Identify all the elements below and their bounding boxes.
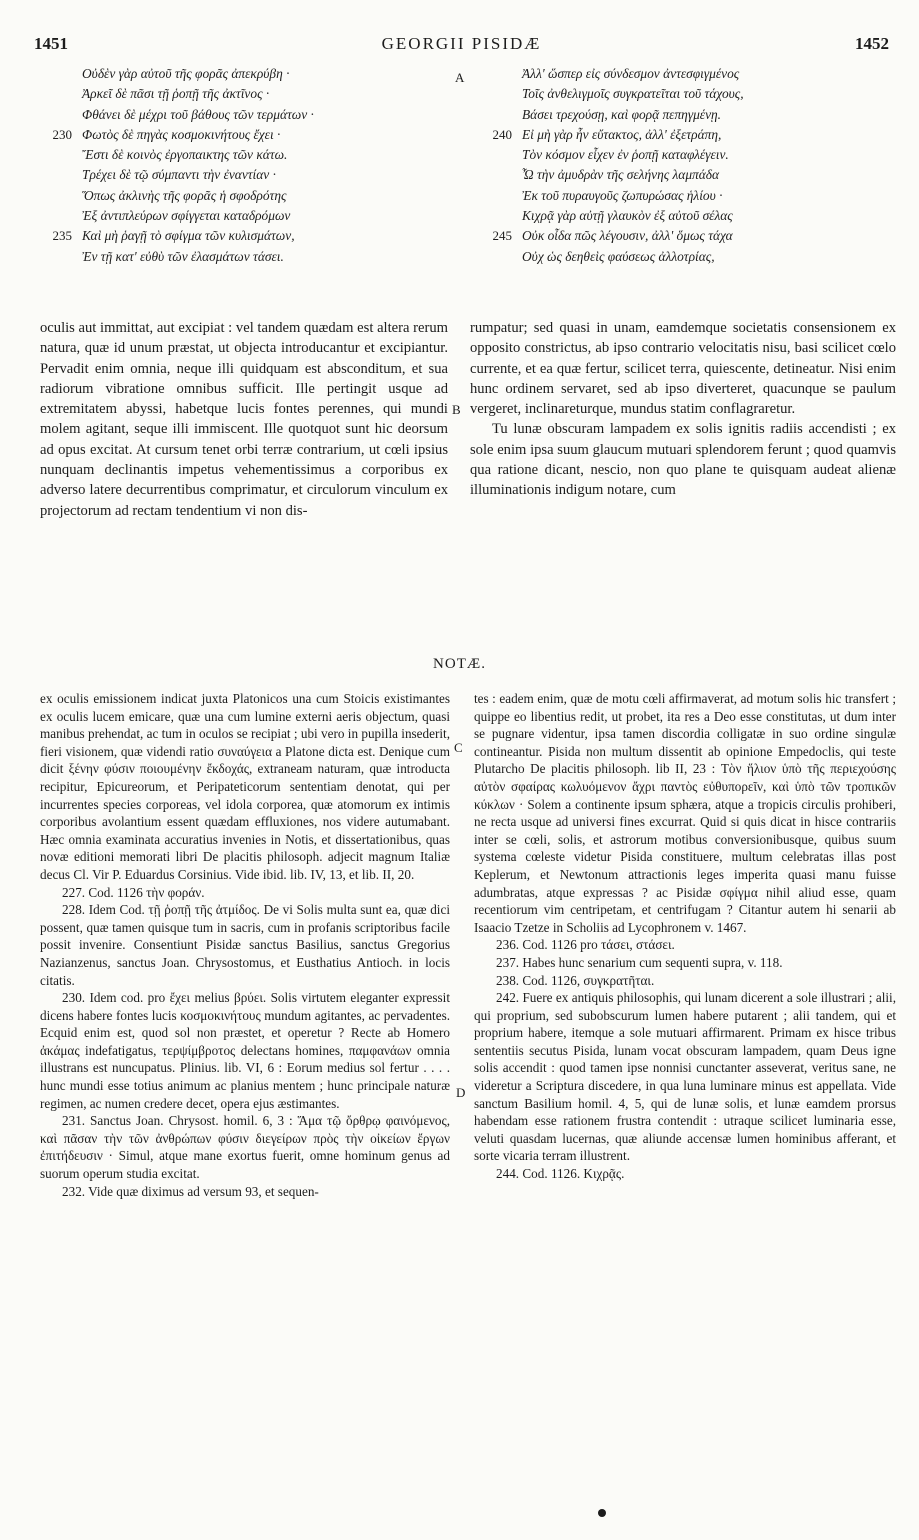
latin-paragraph: oculis aut immittat, aut excipiat : vel tandem quædam est altera rerum natura, quæ id unum præstat, ut objecta introducantur et excipiantur. Pervadit enim omnia, neque illi quidquam est absconditum, et sua radiorum vibratione omnibus sufficit. Ille pertingit usque ad extremitatem abyssi, habetque lucis fontes perennes, qui mundi molem agitant, seque illi immiscent. Ille quotquot sunt hic deorsum ad opus excitat. At cursum tenet orbi terræ contrarium, ut cœli ipsius nunquam declinantis impetus vehementissimus a corporibus ex adverso latere decurrentibus comprimatur, et circulorum vinculum ex projectorum ad rectam tendentium vi non dis- bbox=[40, 320, 448, 519]
notes-column-left bbox=[40, 690, 450, 1200]
latin-translation-right bbox=[470, 318, 896, 501]
notes-column-right bbox=[474, 690, 896, 1183]
page-number-left: 1451 bbox=[34, 34, 68, 53]
verse-text: Ὦ τὴν ἀμυδρὰν τῆς σελήνης λαμπάδα bbox=[522, 167, 720, 183]
verse-line bbox=[480, 247, 900, 267]
latin-paragraph: rumpatur; sed quasi in unam, eamdemque societatis consensionem ex opposito constrictus, ab ipso contrario velocitatis nisu, basi scilicet cœlo currente, et ea quæ fertur, scilicet terra, quiescente, detineatur. Nisi enim hunc ordinem servaret, sed ab ipso diverteret, quacunque se paulum vergeret, inclinareturque, mundus statim conflagraretur. bbox=[470, 320, 896, 418]
printer-dot bbox=[598, 1509, 606, 1517]
note-entry: 231. Sanctus Joan. Chrysost. homil. 6, 3 : Ἅμα τῷ ὄρθρῳ φαινόμενος, καὶ πᾶσαν τὴν τῶν ἀνθρώπων φύσιν διεγείρων πρὸς τὴν οἰκείων ἔργων ἐπιτήδευσιν · Simul, atque mane exortus fuerit, omne hominum genus ad suorum operum studia excitat. bbox=[40, 1113, 450, 1182]
greek-verses-left bbox=[40, 64, 440, 267]
verse-number: 240 bbox=[492, 126, 512, 142]
verse-line bbox=[40, 64, 440, 84]
verse-text: Ἐκ τοῦ πυραυγοῦς ζωπυρώσας ἡλίου · bbox=[522, 187, 723, 203]
verse-line bbox=[480, 64, 900, 84]
page-number-right: 1452 bbox=[855, 34, 889, 53]
verse-text: Ἔστι δὲ κοινὸς ἐργοπαικτης τῶν κάτω. bbox=[82, 147, 288, 163]
verse-text: Οὐχ ὡς δεηθεὶς φαύσεως ἀλλοτρίας, bbox=[522, 248, 715, 264]
verse-text: Τρέχει δὲ τῷ σύμπαντι τὴν ἐναντίαν · bbox=[82, 167, 276, 183]
verse-text: Τὸν κόσμον εἶχεν ἐν ῥοπῇ καταφλέγειν. bbox=[522, 147, 729, 163]
verse-line bbox=[480, 125, 900, 145]
running-header bbox=[34, 34, 889, 60]
note-entry: 232. Vide quæ diximus ad versum 93, et sequen- bbox=[62, 1183, 319, 1199]
margin-marker-d: D bbox=[456, 1085, 466, 1100]
verse-text: Εἰ μὴ γὰρ ἦν εὔτακτος, ἀλλ' ἐξετράπη, bbox=[522, 126, 722, 142]
verse-text: Βάσει τρεχούσῃ, καὶ φορᾷ πεπηγμένῃ. bbox=[522, 106, 722, 122]
latin-paragraph: Tu lunæ obscuram lampadem ex solis ignitis radiis accendisti ; ex sole enim ipsa suum glaucum mutuari splendorem ferunt ; quod quamvis qua ratione dicant, nescio, non quo plane te quisquam audeat alienæ illuminationis indigum notare, cum bbox=[470, 421, 896, 499]
running-title: GEORGII PISIDÆ bbox=[381, 34, 542, 53]
margin-marker-b: B bbox=[452, 402, 461, 417]
verse-text: Φωτὸς δὲ πηγὰς κοσμοκινήτους ἔχει · bbox=[82, 126, 281, 142]
note-entry: 238. Cod. 1126, συγκρατῆται. bbox=[496, 972, 655, 988]
verse-line bbox=[40, 125, 440, 145]
verse-text: Οὐκ οἶδα πῶς λέγουσιν, ἀλλ' ὅμως τάχα bbox=[522, 228, 733, 244]
verse-line bbox=[40, 186, 440, 206]
note-entry: 227. Cod. 1126 τὴν φοράν. bbox=[62, 884, 205, 900]
margin-marker-c: C bbox=[454, 740, 463, 755]
note-entry: 230. Idem cod. pro ἔχει melius βρύει. Solis virtutem eleganter expressit dicens habere fontes lucis κοσμοκινήτους mundum agitantes, ac pervadentes. Ecquid enim est, quod sol non præstet, et operetur ? Recte ab Homero ἀκάμας indefatigatus, τερψίμβροτος delectans homines, παμφανάων omnia illustrans est nuncupatus. Plinius. lib. VI, 6 : Eorum medius sol fertur . . . . hunc mundi esse totius animum ac planius mentem ; hunc principale naturæ regimen, ac numen credere decet, opera ejus æstimantes. bbox=[40, 990, 450, 1111]
verse-number: 230 bbox=[52, 126, 72, 142]
verse-number: 235 bbox=[52, 228, 72, 244]
note-entry: 228. Idem Cod. τῇ ῥοπῇ τῆς ἀτμίδος. De vi Solis multa sunt ea, quæ dici possent, quæ tamen quisque tum in sacris, cum in profanis scriptoribus facile possit invenire. Consentiunt Pisidæ sanctus Basilius, sanctus Gregorius Nazianzenus, sanctus Joan. Chrysostomus, et Eusthatius Antioch. in locis citatis. bbox=[40, 902, 450, 988]
verse-line bbox=[40, 247, 440, 267]
verse-text: Ἀρκεῖ δὲ πᾶσι τῇ ῥοπῇ τῆς ἀκτῖνος · bbox=[82, 86, 270, 102]
latin-translation-left bbox=[40, 318, 448, 521]
verse-line bbox=[480, 145, 900, 165]
notes-heading: NOTÆ. bbox=[433, 656, 486, 672]
verse-line bbox=[40, 105, 440, 125]
note-entry: 242. Fuere ex antiquis philosophis, qui lunam dicerent a sole illustrari ; alii, qui proprium, sed subobscurum lumen habere putarent ; alii tandem, qui et proprium habere, itemque a sole mutuari affirmarent. Primam ex hisce tribus sententiis secutus Pisida, lunam vocat obscuram lampadem, quam Deus igne solis accendit : quod tamen ipse nonnisi cunctanter asseverat, veritus sane, ne videretur a Scriptura discedere, in qua luna luminare minus est appellata. Vide sanctum Basilium homil. 4, 5, qui de lunæ solis, et lunæ eamdem prorsus habendam esse rationem frustra contendit : utraque scilicet luminaria esse, veluti quasdam lucernas, quæ aliunde accensæ lumen hominibus afferant, et sorte vicaria terram illustrent. bbox=[474, 990, 896, 1164]
verse-text: Φθάνει δὲ μέχρι τοῦ βάθους τῶν τερμάτων · bbox=[82, 106, 314, 122]
verse-line bbox=[480, 186, 900, 206]
verse-line bbox=[40, 84, 440, 104]
verse-text: Ἐξ ἀντιπλεύρων σφίγγεται καταδρόμων bbox=[82, 208, 291, 224]
verse-text: Ἐν τῇ κατ' εὐθὺ τῶν ἐλασμάτων τάσει. bbox=[82, 248, 284, 264]
note-entry: 244. Cod. 1126. Κιχρᾷς. bbox=[496, 1166, 625, 1182]
note-entry: 236. Cod. 1126 pro τάσει, στάσει. bbox=[496, 937, 675, 953]
verse-line bbox=[40, 226, 440, 246]
verse-text: Οὐδὲν γὰρ αὐτοῦ τῆς φορᾶς ἀπεκρύβη · bbox=[82, 66, 290, 81]
verse-line bbox=[480, 165, 900, 185]
greek-verses-right bbox=[480, 64, 900, 267]
verse-line bbox=[40, 206, 440, 226]
margin-marker-a: A bbox=[455, 70, 465, 85]
note-entry: tes : eadem enim, quæ de motu cœli affirmaverat, ad motum solis hic transfert ; quippe eo libentius redit, ut probet, ita res a Deo esse constitutas, ut dum inter se pugnare videntur, ipsa tamen discordia colligatæ in suo ordine singulæ contineantur. Pisida non multum dissentit ab opinione Empedoclis, qui teste Plutarcho De placitis philosoph. lib II, 23 : Τὸν ἥλιον ὑπὸ τῆς περιεχούσης αὐτὸν σφαίρας κωλυόμενον ἄχρι παντὸς εὐθυπορεῖν, καὶ ὑπὸ τῶν τροπικῶν κύκλων · Solem a continente ipsum sphæra, atque a tropicis circulis prohiberi, ne recta usque ad universi fines excurrat. Quid si quis dicat in hisce contrariis inter se cœli, solis, et astrorum motibus conversionibusque, quibus suum systema cœleste videtur Pisida constituere, multum celebratas illas post Keplerum, et Newtonum attractionis leges imperita quasi manu fuisse adumbratas, atque expressas ? ac Pisidæ σφίγμα nihil aliud esse, quam recentiorum vim centripetam, et centrifugam ? Citantur autem hi senarii ab Isaacio Tzetze in Scholiis ad Lycophronem v. 1467. bbox=[474, 691, 896, 935]
verse-line bbox=[480, 84, 900, 104]
verse-line bbox=[480, 206, 900, 226]
verse-line bbox=[40, 145, 440, 165]
verse-number: 245 bbox=[492, 228, 512, 244]
verse-text: Ὅπως ἀκλινὴς τῆς φορᾶς ἡ σφοδρότης bbox=[82, 187, 287, 203]
verse-line bbox=[480, 105, 900, 125]
verse-text: Τοῖς ἀνθελιγμοῖς συγκρατεῖται τοῦ τάχους, bbox=[522, 86, 744, 102]
verse-text: Ἀλλ' ὥσπερ εἰς σύνδεσμον ἀντεσφιγμένος bbox=[522, 66, 740, 81]
note-entry: 237. Habes hunc senarium cum sequenti supra, v. 118. bbox=[496, 954, 783, 970]
note-entry: ex oculis emissionem indicat juxta Platonicos una cum Stoicis existimantes ex oculis lucem emicare, quæ una cum lumine externi aeris objectum, quasi manibus prehendat, ac tum in oculos se recipiat ; ubi vero in pupilla insederit, fieri visionem, quæ videndi ratio συναύγεια a Platone dicta est. Denique cum dicit ξένην φύσιν ποιουμένην ἔκδοχάς, extraneam naturam, quæ introducta recipitur, Epicureorum, et Peripateticorum sententiam denotat, qui per incurrentes species corporeas, vel idola corporea, quæ atomorum ex intimis corporibus avolantium essent quædam effluxiones, nos videre autumabant. Hæc omnia examinata accuratius invenies in Notis, et dissertationibus, quas novæ editioni memorati libri De placitis philosoph. adjecit magnum Italiæ decus Cl. Vir P. Eduardus Corsinius. Vide ibid. lib. IV, 13, et lib. II, 20. bbox=[40, 691, 450, 882]
verse-text: Κιχρᾷ γὰρ αὐτῇ γλαυκὸν ἐξ αὐτοῦ σέλας bbox=[522, 208, 733, 224]
verse-line bbox=[480, 226, 900, 246]
verse-text: Καὶ μὴ ῥαγῇ τὸ σφίγμα τῶν κυλισμάτων, bbox=[82, 228, 295, 244]
verse-line bbox=[40, 165, 440, 185]
